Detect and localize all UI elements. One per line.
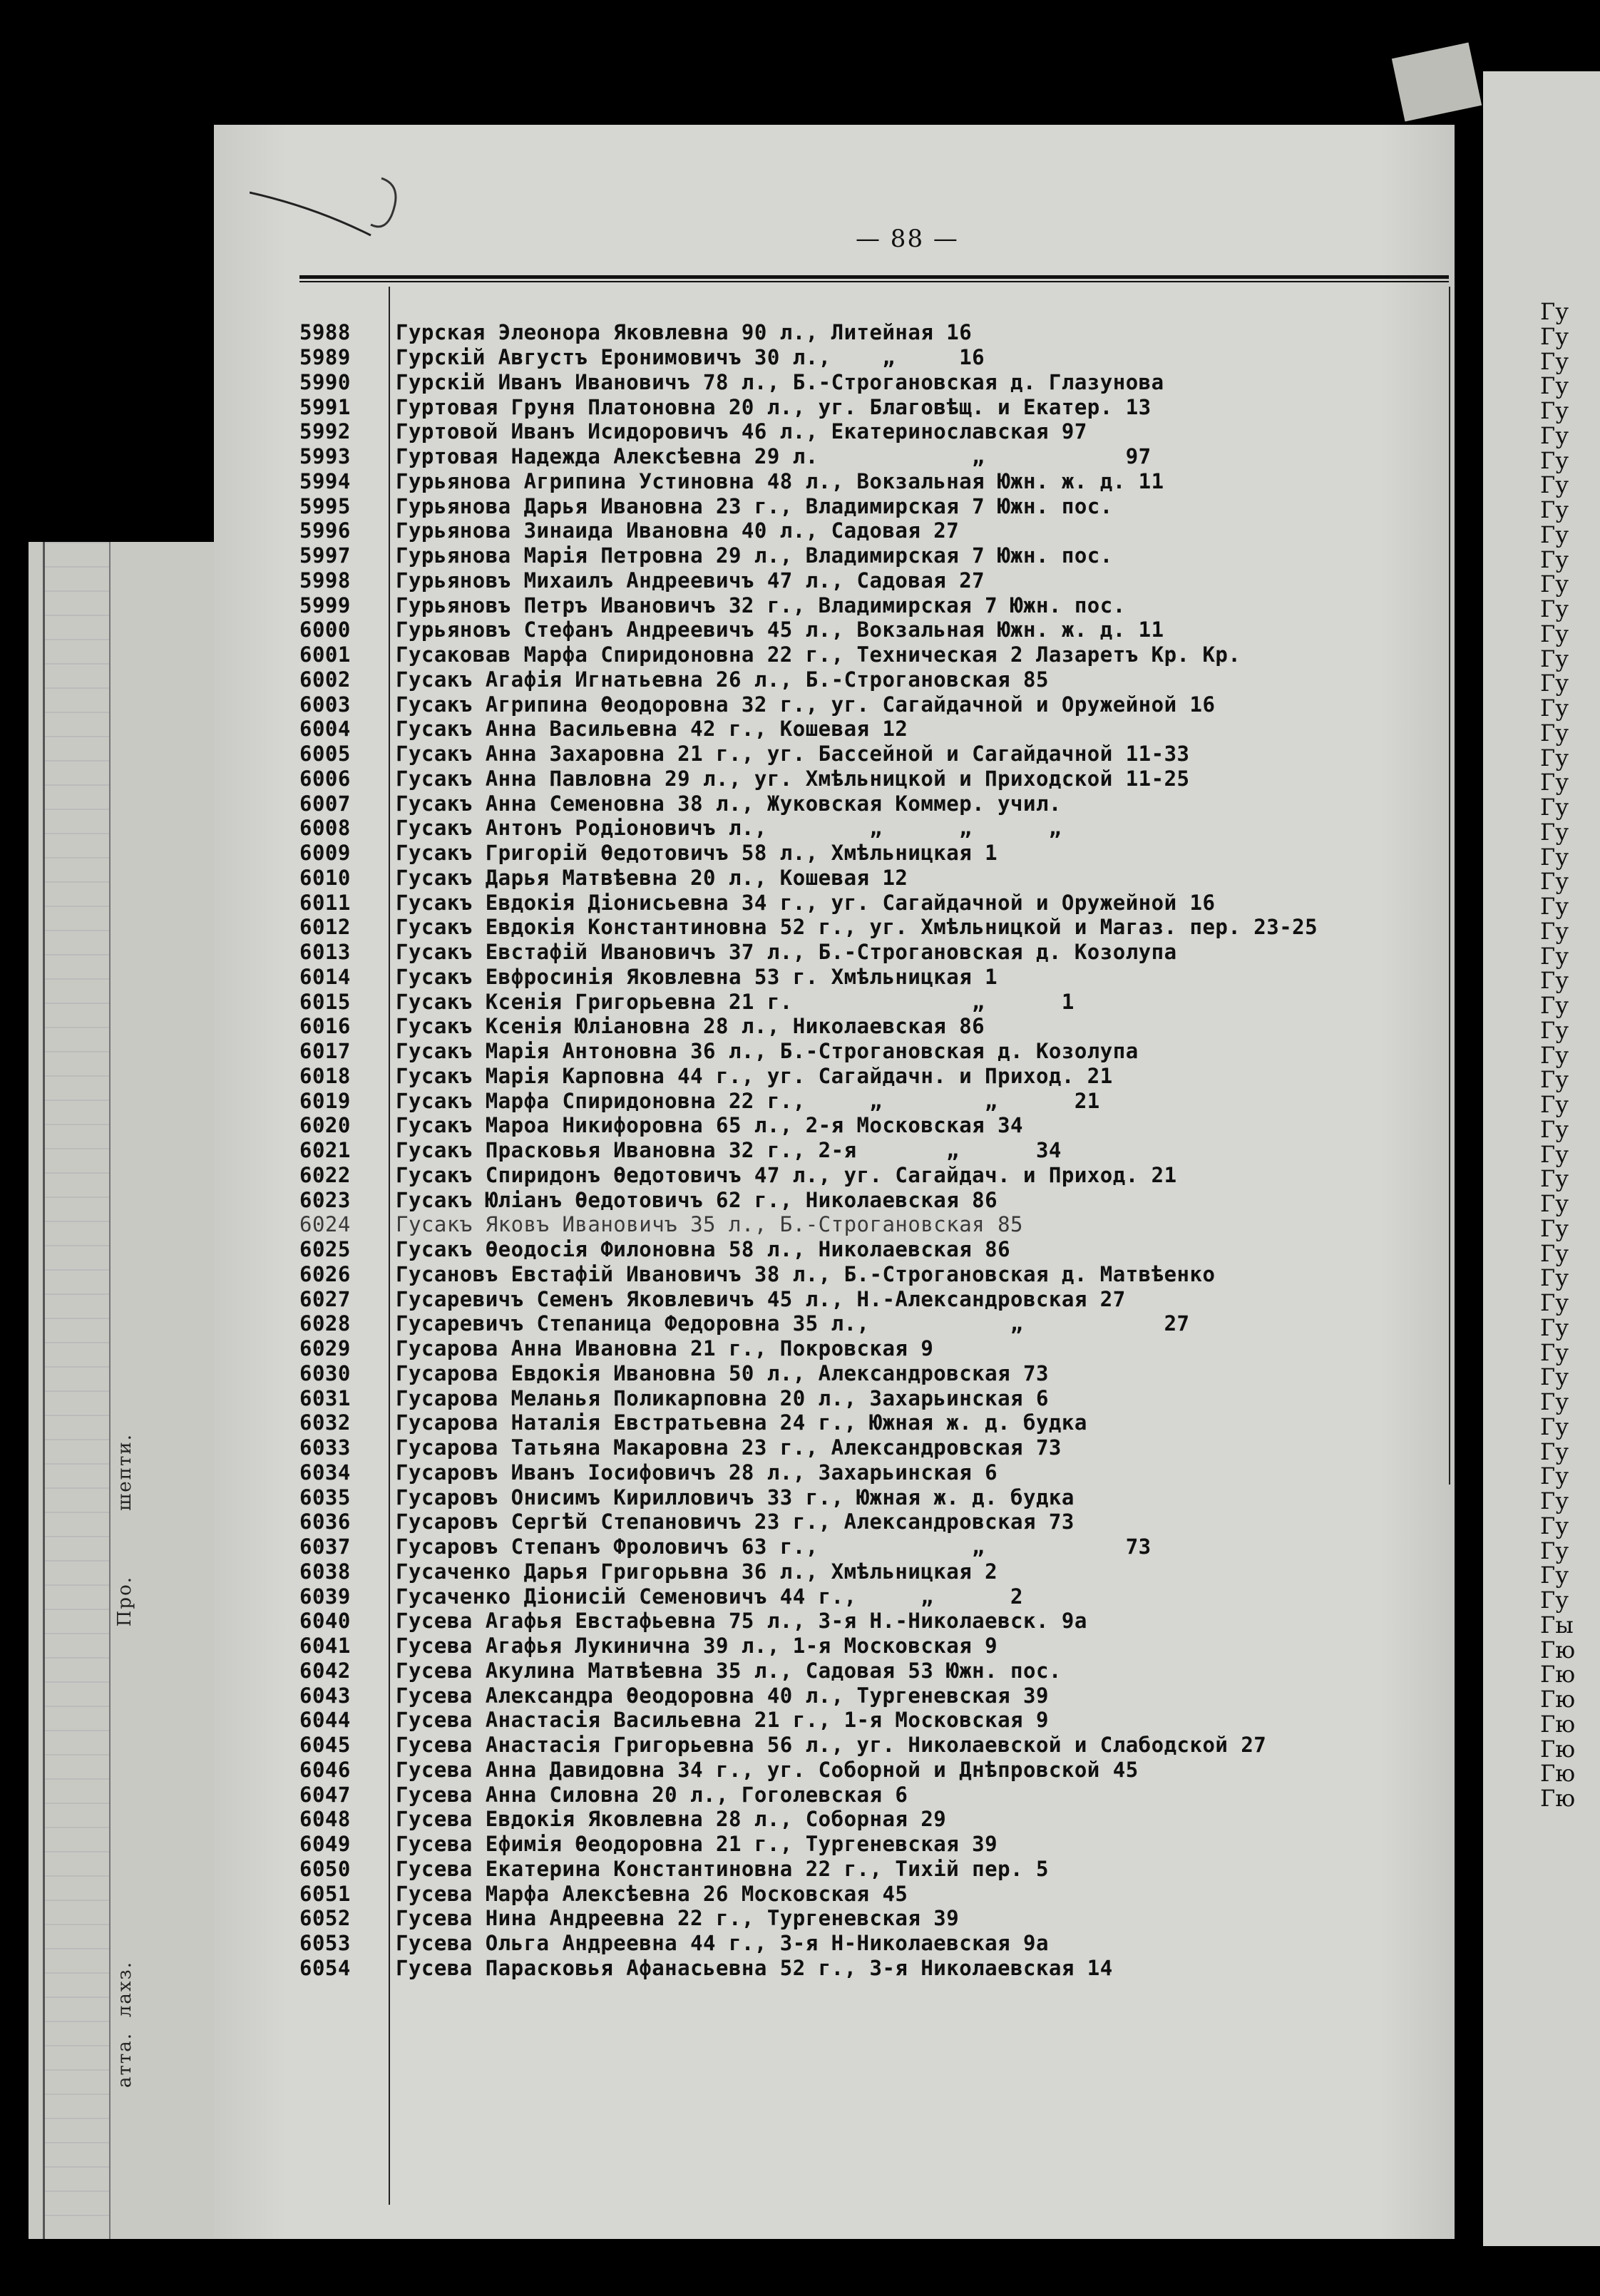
entry-text: Гусановъ Евстафій Ивановичъ 38 л., Б.-Строгановская д. Матвѣенко — [396, 1261, 1216, 1286]
right-fragment: Гу — [1540, 1041, 1569, 1069]
entry-text: Гусакъ Евстафій Ивановичъ 37 л., Б.-Строгановская д. Козолупа — [396, 940, 1177, 965]
register-row — [299, 915, 1440, 940]
ruled-margin — [43, 542, 111, 2239]
entry-text: Гусева Марфа Алексѣевна 26 Московская 45 — [396, 1881, 908, 1906]
right-fragment: Гу — [1540, 1066, 1569, 1094]
entry-number: 6013 — [299, 940, 351, 965]
entry-text: Гусарова Евдокія Ивановна 50 л., Александровская 73 — [396, 1360, 1049, 1385]
entry-text: Гусакъ Ксенія Григорьевна 21 г. „ 1 — [396, 989, 1075, 1014]
entry-number: 6035 — [299, 1485, 351, 1510]
entry-number: 6016 — [299, 1014, 351, 1039]
right-fragment: Гу — [1540, 496, 1569, 523]
right-fragment: Гю — [1540, 1710, 1576, 1738]
register-row — [299, 568, 1440, 593]
entry-number: 5999 — [299, 593, 351, 617]
entry-number: 6032 — [299, 1410, 351, 1435]
entry-text: Гусакъ Марфа Спиридоновна 22 г., „ „ 21 — [396, 1088, 1100, 1113]
entry-number: 6034 — [299, 1460, 351, 1485]
right-fragment: Гу — [1540, 1413, 1569, 1440]
entry-number: 6008 — [299, 816, 351, 841]
entry-number: 5993 — [299, 444, 351, 469]
right-fragment: Гу — [1540, 1214, 1569, 1242]
right-fragment: Гу — [1540, 545, 1569, 573]
entry-text: Гусарова Татьяна Макаровна 23 г., Александровская 73 — [396, 1435, 1062, 1460]
register-row — [299, 692, 1440, 717]
register-row — [299, 1187, 1440, 1212]
right-fragment: Гу — [1540, 620, 1569, 647]
entry-number: 6039 — [299, 1584, 351, 1609]
entry-text: Гусакъ Анна Семеновна 38 л., Жуковская Коммер. учил. — [396, 791, 1062, 816]
entry-number: 6022 — [299, 1162, 351, 1187]
entry-text: Гусакъ Марія Карповна 44 г., уг. Сагайдачн. и Приход. 21 — [396, 1063, 1113, 1088]
entry-text: Гусакъ Яковъ Ивановичъ 35 л., Б.-Строгановская 85 — [396, 1212, 1024, 1237]
entry-text: Гусакъ Антонъ Родіоновичъ л., „ „ „ — [396, 816, 1062, 841]
register-row — [299, 617, 1440, 642]
entry-text: Гусева Парасковья Афанасьевна 52 г., 3-я Николаевская 14 — [396, 1955, 1113, 1980]
register-row — [299, 1683, 1440, 1708]
entry-number: 5991 — [299, 394, 351, 419]
entry-text: Гусакъ Анна Захаровна 21 г., уг. Бассейной и Сагайдачной 11-33 — [396, 742, 1190, 767]
entry-text: Гусакъ Марія Антоновна 36 л., Б.-Строгановская д. Козолупа — [396, 1039, 1139, 1064]
entry-number: 6045 — [299, 1733, 351, 1758]
entry-text: Гусева Евдокія Яковлевна 28 л., Соборная 29 — [396, 1807, 947, 1832]
entry-text: Гуртовая Груня Платоновна 20 л., уг. Благовѣщ. и Екатер. 13 — [396, 394, 1152, 419]
register-row — [299, 767, 1440, 791]
register-row — [299, 1410, 1440, 1435]
right-fragment: Гу — [1540, 1487, 1569, 1515]
right-fragment: Гу — [1540, 347, 1569, 375]
right-fragment: Гю — [1540, 1636, 1576, 1664]
entry-number: 6029 — [299, 1336, 351, 1361]
entry-number: 6038 — [299, 1559, 351, 1584]
entry-number: 6007 — [299, 791, 351, 816]
entry-number: 6037 — [299, 1534, 351, 1559]
entry-text: Гусева Анастасія Григорьевна 56 л., уг. Николаевской и Слабодской 27 — [396, 1733, 1267, 1758]
entry-number: 6020 — [299, 1113, 351, 1138]
entry-number: 6046 — [299, 1757, 351, 1782]
entry-text: Гусарова Меланья Поликарповна 20 л., Захарьинская 6 — [396, 1385, 1049, 1410]
entry-text: Гусева Акулина Матвѣевна 35 л., Садовая 53 Южн. пос. — [396, 1658, 1062, 1683]
register-row — [299, 1460, 1440, 1485]
entry-text: Гусева Анна Силовна 20 л., Гоголевская 6 — [396, 1782, 908, 1807]
entry-text: Гуртовая Надежда Алексѣевна 29 л. „ 97 — [396, 444, 1152, 469]
entry-text: Гусакъ Агафія Игнатьевна 26 л., Б.-Строгановская 85 — [396, 667, 1049, 692]
register-row — [299, 841, 1440, 866]
adjacent-page-right-strip — [1483, 71, 1600, 2246]
register-row — [299, 1857, 1440, 1882]
right-strip-fragments — [1540, 299, 1575, 1811]
margin-fragment: Про. — [114, 1576, 135, 1627]
entry-number: 6012 — [299, 915, 351, 940]
entry-text: Гурьянова Марія Петровна 29 л., Владимирская 7 Южн. пос. — [396, 543, 1113, 568]
register-row — [299, 1832, 1440, 1857]
register-row — [299, 1584, 1440, 1609]
register-row — [299, 1758, 1440, 1783]
entry-number: 5990 — [299, 369, 351, 394]
pencil-annotation — [250, 135, 406, 242]
entry-text: Гусева Нина Андреевна 22 г., Тургеневская 39 — [396, 1906, 960, 1931]
register-row — [299, 345, 1440, 370]
entry-number: 6028 — [299, 1311, 351, 1336]
right-fragment: Гу — [1540, 1437, 1569, 1465]
entry-text: Гусаковав Марфа Спиридоновна 22 г., Техническая 2 Лазаретъ Кр. Кр. — [396, 642, 1241, 667]
right-fragment: Гу — [1540, 868, 1569, 896]
register-row — [299, 1311, 1440, 1336]
margin-fragment: атта. — [114, 2032, 135, 2089]
entry-number: 6018 — [299, 1063, 351, 1088]
register-row — [299, 965, 1440, 990]
right-fragment: Гу — [1540, 1512, 1569, 1539]
entry-text: Гурьяновъ Стефанъ Андреевичъ 45 л., Вокзальная Южн. ж. д. 11 — [396, 617, 1164, 642]
entry-number: 5998 — [299, 568, 351, 593]
right-fragment: Гу — [1540, 744, 1569, 772]
register-row — [299, 469, 1440, 494]
entry-number: 6003 — [299, 692, 351, 717]
register-row — [299, 1163, 1440, 1188]
entry-text: Гурскій Августъ Еронимовичъ 30 л., „ 16 — [396, 345, 985, 370]
entry-number: 5988 — [299, 320, 351, 345]
right-fragment: Гю — [1540, 1686, 1576, 1713]
register-row — [299, 1782, 1440, 1807]
right-fragment: Гу — [1540, 1091, 1569, 1118]
register-row — [299, 1014, 1440, 1039]
entry-number: 6027 — [299, 1286, 351, 1311]
register-row — [299, 444, 1440, 469]
entry-text: Гусаревичъ Степаница Федоровна 35 л., „ 27 — [396, 1311, 1190, 1336]
register-row — [299, 493, 1440, 518]
entry-number: 6023 — [299, 1187, 351, 1212]
entry-text: Гусакъ Евдокія Константиновна 52 г., уг. Хмѣльницкой и Магаз. пер. 23-25 — [396, 915, 1318, 940]
right-fragment: Гу — [1540, 818, 1569, 846]
register-row — [299, 1088, 1440, 1113]
entry-number: 6052 — [299, 1906, 351, 1931]
entry-number: 6042 — [299, 1658, 351, 1683]
entry-number: 6017 — [299, 1039, 351, 1064]
register-row — [299, 370, 1440, 395]
right-fragment: Гу — [1540, 322, 1569, 350]
right-fragment: Гу — [1540, 992, 1569, 1019]
register-row — [299, 1510, 1440, 1534]
register-row — [299, 1336, 1440, 1361]
entry-number: 5994 — [299, 468, 351, 493]
entry-number: 6002 — [299, 667, 351, 692]
entry-number: 6040 — [299, 1609, 351, 1634]
right-fragment: Гу — [1540, 1388, 1569, 1415]
register-row — [299, 1435, 1440, 1460]
margin-fragment: шепти. — [114, 1433, 135, 1511]
register-row — [299, 1485, 1440, 1510]
right-fragment: Гу — [1540, 1462, 1569, 1490]
entry-text: Гусева Анна Давидовна 34 г., уг. Соборной и Днѣпровской 45 — [396, 1757, 1139, 1782]
right-fragment: Гу — [1540, 695, 1569, 722]
entry-text: Гурьяновъ Петръ Ивановичъ 32 г., Владимирская 7 Южн. пос. — [396, 593, 1126, 617]
register-row — [299, 518, 1440, 543]
entry-text: Гусакъ Агрипина Ѳеодоровна 32 г., уг. Сагайдачной и Оружейной 16 — [396, 692, 1216, 717]
right-fragment: Гу — [1540, 719, 1569, 747]
entry-text: Гусева Анастасія Васильевна 21 г., 1-я Московская 9 — [396, 1708, 1049, 1733]
entry-text: Гусакъ Евдокія Діонисьевна 34 г., уг. Сагайдачной и Оружейной 16 — [396, 890, 1216, 915]
register-row — [299, 1534, 1440, 1559]
entry-text: Гусакъ Прасковья Ивановна 32 г., 2-я „ 34 — [396, 1138, 1062, 1163]
entry-text: Гурская Элеонора Яковлевна 90 л., Литейная 16 — [396, 320, 973, 345]
entry-number: 6030 — [299, 1360, 351, 1385]
entry-text: Гусакъ Спиридонъ Ѳедотовичъ 47 л., уг. Сагайдач. и Приход. 21 — [396, 1162, 1177, 1187]
entry-text: Гуртовой Иванъ Исидоровичъ 46 л., Екатеринославская 97 — [396, 419, 1087, 444]
register-row — [299, 1807, 1440, 1832]
entry-number: 6050 — [299, 1856, 351, 1881]
right-fragment: Гу — [1540, 1264, 1569, 1292]
register-row — [299, 989, 1440, 1014]
entry-text: Гусева Ольга Андреевна 44 г., 3-я Н-Николаевская 9а — [396, 1931, 1049, 1956]
right-fragment: Гу — [1540, 1289, 1569, 1316]
right-fragment: Гу — [1540, 521, 1569, 548]
right-fragment: Гу — [1540, 372, 1569, 400]
right-column-divider — [1449, 287, 1450, 1485]
entry-number: 6054 — [299, 1955, 351, 1980]
entry-text: Гусаревичъ Семенъ Яковлевичъ 45 л., Н.-Александровская 27 — [396, 1286, 1126, 1311]
entry-text: Гусакъ Юліанъ Ѳедотовичъ 62 г., Николаевская 86 — [396, 1187, 998, 1212]
entry-number: 6005 — [299, 742, 351, 767]
register-row — [299, 1708, 1440, 1733]
right-fragment: Гю — [1540, 1661, 1576, 1688]
entry-text: Гусакъ Анна Васильевна 42 г., Кошевая 12 — [396, 717, 908, 742]
entry-number: 6001 — [299, 642, 351, 667]
register-row — [299, 1113, 1440, 1138]
register-row — [299, 1609, 1440, 1634]
entry-text: Гусева Ефимія Ѳеодоровна 21 г., Тургеневская 39 — [396, 1832, 998, 1857]
right-fragment: Гу — [1540, 769, 1569, 796]
register-row — [299, 816, 1440, 841]
entry-text: Гусаровъ Степанъ Фроловичъ 63 г., „ 73 — [396, 1534, 1152, 1559]
entry-text: Гусарова Наталія Евстратьевна 24 г., Южная ж. д. будка — [396, 1410, 1087, 1435]
entry-text: Гусакъ Ѳеодосія Филоновна 58 л., Николаевская 86 — [396, 1237, 1011, 1262]
right-fragment: Гу — [1540, 1190, 1569, 1217]
register-row — [299, 667, 1440, 692]
register-entries — [299, 320, 1440, 1980]
register-row — [299, 394, 1440, 419]
entry-number: 6044 — [299, 1708, 351, 1733]
right-fragment: Гу — [1540, 893, 1569, 920]
entry-text: Гусакъ Ксенія Юліановна 28 л., Николаевская 86 — [396, 1014, 985, 1039]
right-fragment: Гу — [1540, 917, 1569, 945]
entry-number: 6048 — [299, 1807, 351, 1832]
entry-number: 6015 — [299, 989, 351, 1014]
entry-number: 6049 — [299, 1832, 351, 1857]
entry-text: Гусаченко Дарья Григорьвна 36 л., Хмѣльницкая 2 — [396, 1559, 998, 1584]
register-row — [299, 1634, 1440, 1659]
entry-text: Гурьянова Дарья Ивановна 23 г., Владимирская 7 Южн. пос. — [396, 493, 1113, 518]
register-row — [299, 791, 1440, 816]
entry-number: 6009 — [299, 841, 351, 866]
right-fragment: Гу — [1540, 1537, 1569, 1564]
entry-number: 6024 — [299, 1212, 351, 1237]
adjacent-page-left-strip — [29, 542, 218, 2239]
right-fragment: Гу — [1540, 1165, 1569, 1193]
entry-text: Гусаровъ Онисимъ Кирилловичъ 33 г., Южная ж. д. будка — [396, 1485, 1075, 1510]
entry-number: 6014 — [299, 964, 351, 989]
entry-number: 5995 — [299, 493, 351, 518]
entry-text: Гусарова Анна Ивановна 21 г., Покровская 9 — [396, 1336, 934, 1361]
right-fragment: Гю — [1540, 1735, 1576, 1763]
right-fragment: Гу — [1540, 1115, 1569, 1143]
right-fragment: Гу — [1540, 446, 1569, 474]
entry-number: 6021 — [299, 1138, 351, 1163]
margin-fragment: лахз. — [114, 1961, 135, 2018]
entry-number: 5992 — [299, 419, 351, 444]
right-fragment: Гу — [1540, 1562, 1569, 1589]
register-row — [299, 1237, 1440, 1262]
right-fragment: Гу — [1540, 1587, 1569, 1614]
entry-number: 6006 — [299, 766, 351, 791]
register-row — [299, 1361, 1440, 1386]
right-fragment: Гу — [1540, 298, 1569, 325]
entry-text: Гусева Агафья Евстафьевна 75 л., 3-я Н.-Николаевск. 9а — [396, 1609, 1087, 1634]
register-row — [299, 320, 1440, 345]
right-fragment: Гу — [1540, 397, 1569, 424]
entry-text: Гусакъ Дарья Матвѣевна 20 л., Кошевая 12 — [396, 865, 908, 890]
right-fragment: Гу — [1540, 1016, 1569, 1044]
register-row — [299, 1906, 1440, 1931]
entry-number: 6000 — [299, 617, 351, 642]
register-row — [299, 1064, 1440, 1089]
register-row — [299, 1212, 1440, 1237]
register-row — [299, 742, 1440, 767]
register-row — [299, 890, 1440, 915]
page-number: — 88 — — [856, 225, 959, 253]
entry-number: 6010 — [299, 865, 351, 890]
right-fragment: Гу — [1540, 595, 1569, 622]
register-row — [299, 543, 1440, 568]
entry-text: Гурьянова Агрипина Устиновна 48 л., Вокзальная Южн. ж. д. 11 — [396, 468, 1164, 493]
entry-number: 6011 — [299, 890, 351, 915]
entry-number: 6031 — [299, 1385, 351, 1410]
right-fragment: Гу — [1540, 570, 1569, 598]
entry-number: 6041 — [299, 1634, 351, 1659]
register-row — [299, 419, 1440, 444]
right-fragment: Гу — [1540, 1239, 1569, 1267]
right-fragment: Гу — [1540, 843, 1569, 871]
entry-number: 6036 — [299, 1510, 351, 1534]
register-row — [299, 1138, 1440, 1163]
entry-text: Гусаченко Діонисій Семеновичъ 44 г., „ 2 — [396, 1584, 1024, 1609]
register-row — [299, 1956, 1440, 1981]
entry-text: Гурскій Иванъ Ивановичъ 78 л., Б.-Строгановская д. Глазунова — [396, 369, 1164, 394]
entry-number: 6053 — [299, 1931, 351, 1956]
register-row — [299, 940, 1440, 965]
entry-text: Гусаровъ Сергѣй Степановичъ 23 г., Александровская 73 — [396, 1510, 1075, 1534]
entry-text: Гусева Агафья Лукинична 39 л., 1-я Московская 9 — [396, 1634, 998, 1659]
entry-text: Гусакъ Евфросинія Яковлевна 53 г. Хмѣльницкая 1 — [396, 964, 998, 989]
entry-number: 6026 — [299, 1261, 351, 1286]
register-row — [299, 1262, 1440, 1287]
register-row — [299, 1659, 1440, 1683]
right-fragment: Гю — [1540, 1760, 1576, 1788]
entry-text: Гусева Екатерина Константиновна 22 г., Тихій пер. 5 — [396, 1856, 1049, 1881]
right-fragment: Гу — [1540, 942, 1569, 970]
right-fragment: Гу — [1540, 670, 1569, 697]
entry-number: 6004 — [299, 717, 351, 742]
entry-number: 6047 — [299, 1782, 351, 1807]
paper-corner-fold — [1392, 43, 1482, 122]
register-row — [299, 1039, 1440, 1064]
entry-number: 6043 — [299, 1683, 351, 1708]
right-fragment: Гю — [1540, 1785, 1576, 1812]
register-row — [299, 1881, 1440, 1906]
register-row — [299, 866, 1440, 891]
entry-text: Гусакъ Анна Павловна 29 л., уг. Хмѣльницкой и Приходской 11-25 — [396, 766, 1190, 791]
entry-text: Гусева Александра Ѳеодоровна 40 л., Тургеневская 39 — [396, 1683, 1049, 1708]
right-fragment: Гу — [1540, 1363, 1569, 1391]
register-row — [299, 1931, 1440, 1956]
register-row — [299, 1286, 1440, 1311]
entry-number: 5997 — [299, 543, 351, 568]
entry-text: Гусакъ Мароа Никифоровна 65 л., 2-я Московская 34 — [396, 1113, 1024, 1138]
entry-text: Гусаровъ Иванъ Іосифовичъ 28 л., Захарьинская 6 — [396, 1460, 998, 1485]
right-fragment: Гы — [1540, 1611, 1574, 1639]
entry-number: 6025 — [299, 1237, 351, 1262]
right-fragment: Гу — [1540, 421, 1569, 449]
entry-number: 5989 — [299, 345, 351, 370]
right-fragment: Гу — [1540, 1338, 1569, 1366]
right-fragment: Гу — [1540, 794, 1569, 821]
register-row — [299, 717, 1440, 742]
header-rule-thin — [299, 281, 1449, 282]
right-fragment: Гу — [1540, 967, 1569, 995]
entry-number: 6033 — [299, 1435, 351, 1460]
right-fragment: Гу — [1540, 645, 1569, 672]
header-rule — [299, 275, 1449, 279]
entry-text: Гурьянова Зинаида Ивановна 40 л., Садовая 27 — [396, 518, 960, 543]
register-row — [299, 1559, 1440, 1584]
register-row — [299, 593, 1440, 617]
entry-number: 5996 — [299, 518, 351, 543]
register-row — [299, 1733, 1440, 1758]
right-fragment: Гу — [1540, 471, 1569, 499]
right-fragment: Гу — [1540, 1140, 1569, 1168]
entry-number: 6051 — [299, 1881, 351, 1906]
entry-number: 6019 — [299, 1088, 351, 1113]
right-fragment: Гу — [1540, 1313, 1569, 1341]
entry-text: Гурьяновъ Михаилъ Андреевичъ 47 л., Садовая 27 — [396, 568, 985, 593]
entry-text: Гусакъ Григорій Ѳедотовичъ 58 л., Хмѣльницкая 1 — [396, 841, 998, 866]
register-row — [299, 642, 1440, 667]
register-row — [299, 1385, 1440, 1410]
